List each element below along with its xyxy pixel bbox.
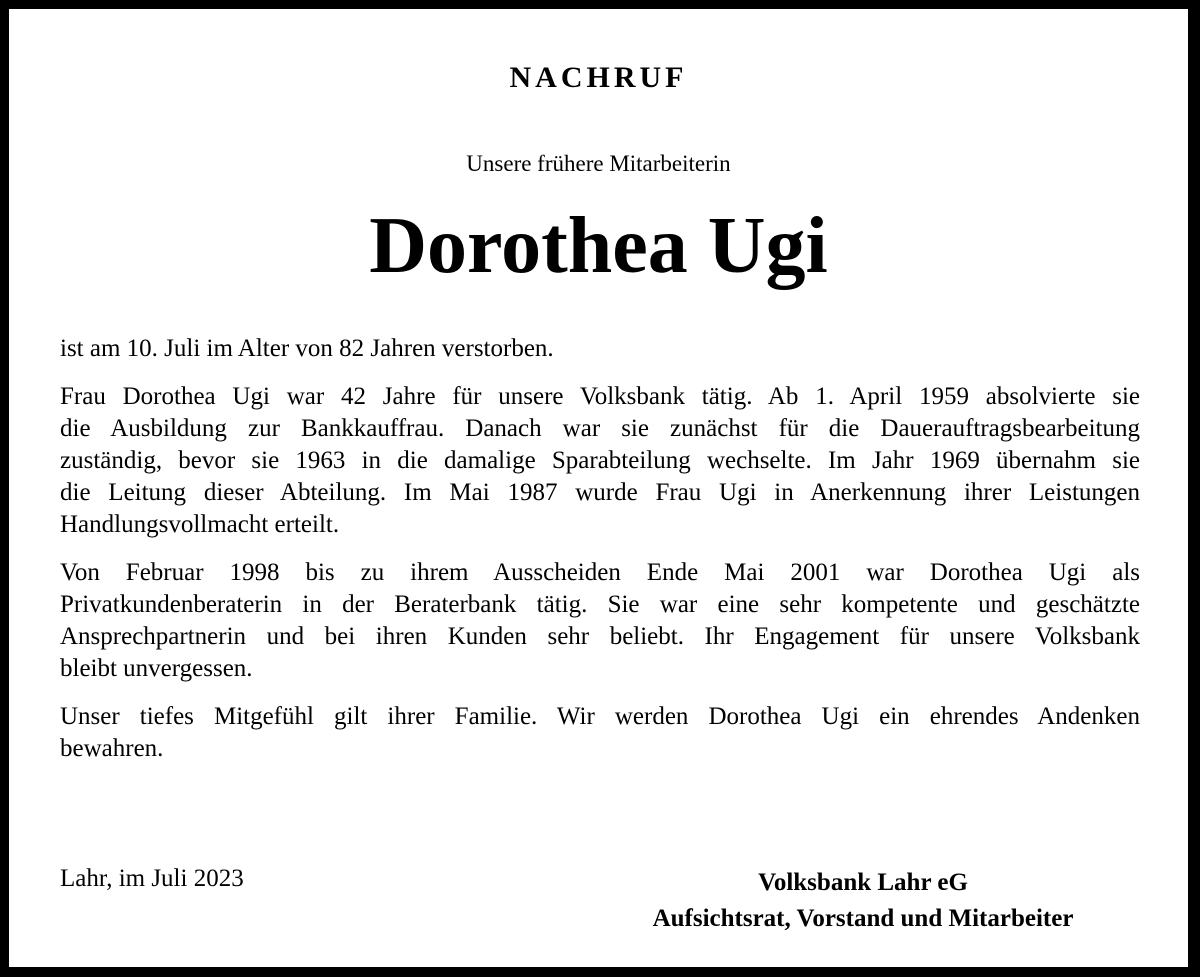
paragraph-line: bleibt unvergessen. (60, 655, 253, 682)
paragraph-line: Unser tiefes Mitgefühl gilt ihrer Familie. Wir werden Dorothea Ugi ein ehrendes Andenken (60, 703, 1140, 730)
deceased-name: Dorothea Ugi (369, 202, 828, 290)
paragraph-line: Ansprechpartnerin und bei ihren Kunden sehr beliebt. Ihr Engagement für unsere Volksbank (60, 623, 1140, 650)
obituary-notice (9, 9, 1188, 967)
notice-subtitle: Unsere frühere Mitarbeiterin (466, 151, 731, 176)
place-date: Lahr, im Juli 2023 (60, 865, 244, 892)
signature-group: Aufsichtsrat, Vorstand und Mitarbeiter (652, 905, 1074, 932)
paragraph-line: ist am 10. Juli im Alter von 82 Jahren verstorben. (60, 335, 554, 362)
paragraph-line: die Leitung dieser Abteilung. Im Mai 1987 wurde Frau Ugi in Anerkennung ihrer Leistungen (60, 479, 1140, 506)
signature (609, 865, 1117, 937)
notice-body (60, 333, 1140, 781)
paragraph (60, 381, 1140, 541)
notice-title: NACHRUF (509, 61, 688, 94)
paragraph-line: Frau Dorothea Ugi war 42 Jahre für unsere Volksbank tätig. Ab 1. April 1959 absolvierte sie (60, 383, 1140, 410)
paragraph-line: bewahren. (60, 735, 164, 762)
paragraph-line: Handlungsvollmacht erteilt. (60, 511, 340, 538)
paragraph (60, 701, 1140, 765)
paragraph-line: zuständig, bevor sie 1963 in die damalige Sparabteilung wechselte. Im Jahr 1969 übernahm sie (60, 447, 1140, 474)
paragraph-line: Von Februar 1998 bis zu ihrem Ausscheiden Ende Mai 2001 war Dorothea Ugi als (60, 559, 1140, 586)
signature-org: Volksbank Lahr eG (758, 869, 968, 896)
paragraph (60, 557, 1140, 685)
paragraph-line: die Ausbildung zur Bankkauffrau. Danach war sie zunächst für die Dauerauftragsbearbeitung (60, 415, 1140, 442)
paragraph-line: Privatkundenberaterin in der Beraterbank tätig. Sie war eine sehr kompetente und geschätzte (60, 591, 1140, 618)
paragraph (60, 333, 1140, 365)
